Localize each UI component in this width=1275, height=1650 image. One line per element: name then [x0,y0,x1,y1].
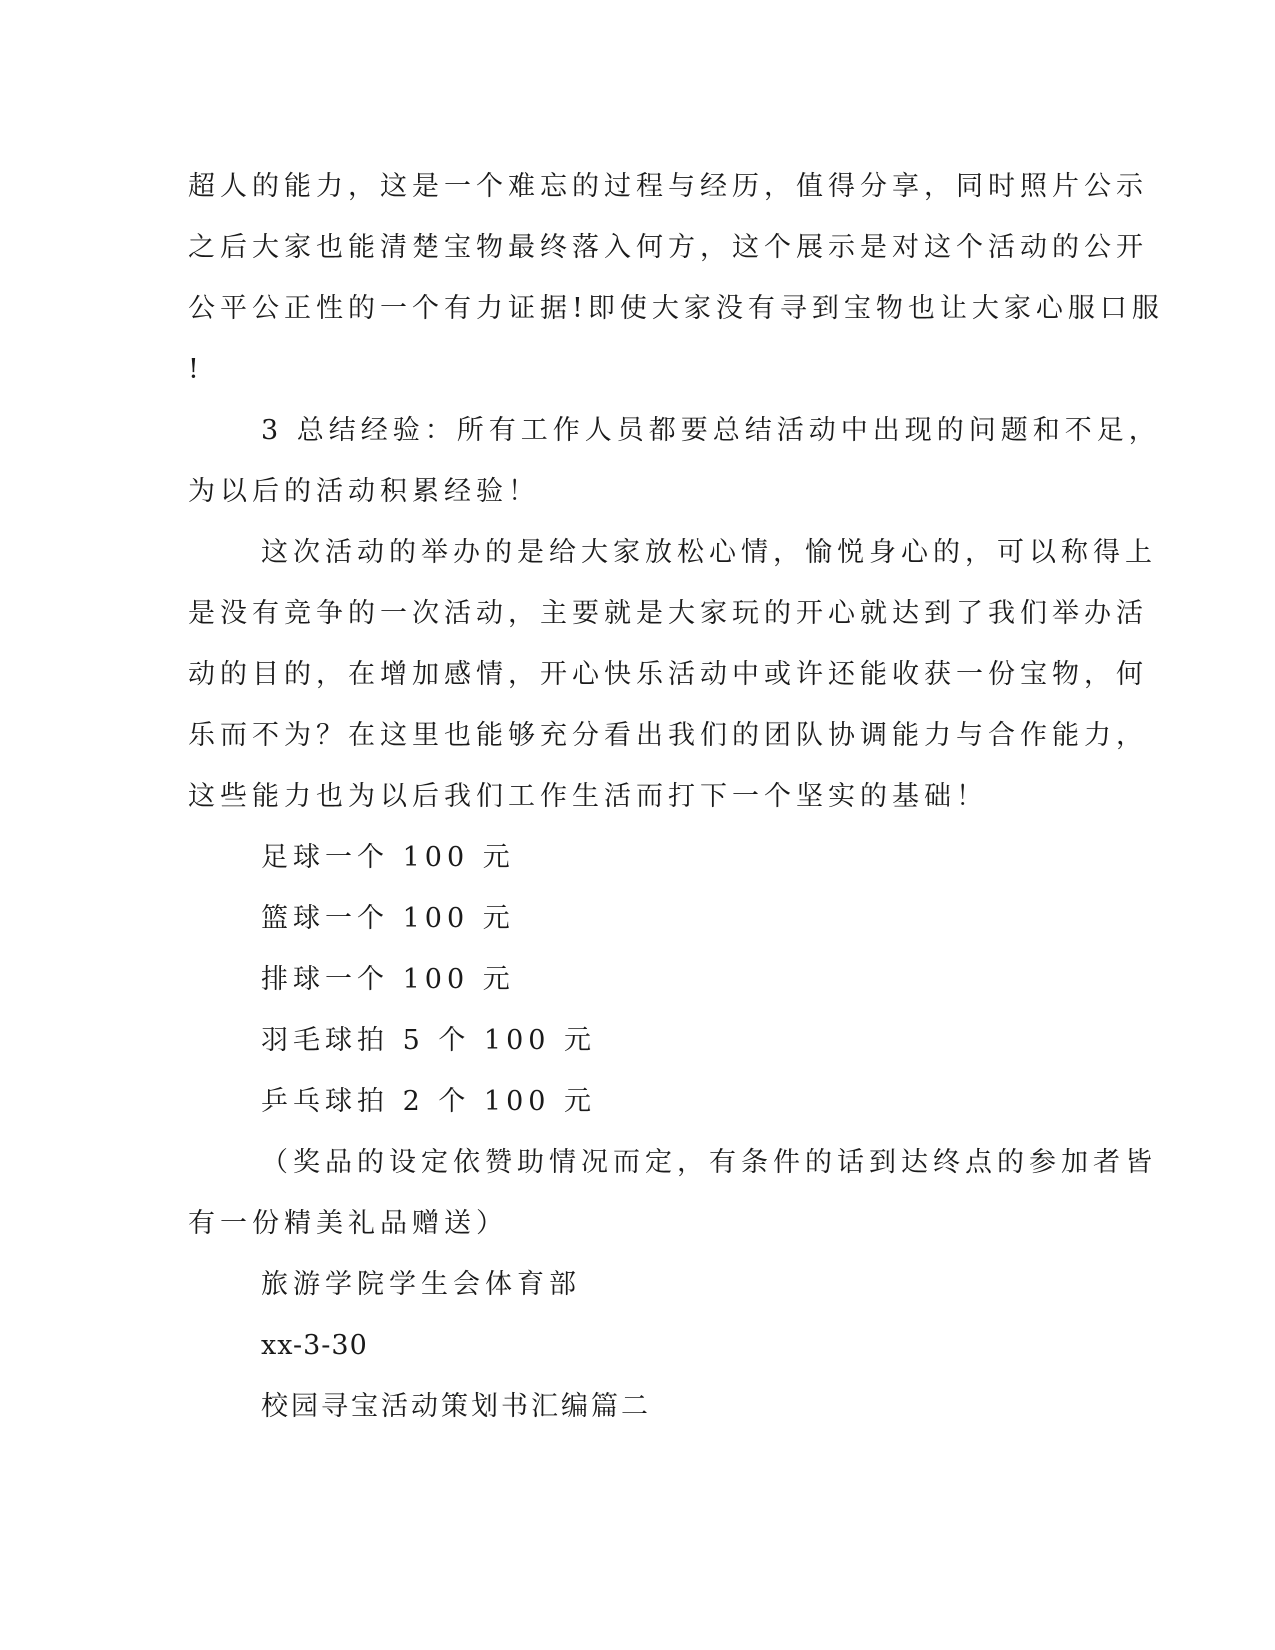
prize-item: 羽毛球拍 5 个 100 元 [261,1025,597,1056]
body-text-line: 这次活动的举办的是给大家放松心情，愉悦身心的，可以称得上 [261,537,1157,568]
prize-note: 有一份精美礼品赠送） [188,1208,508,1239]
prize-item: 篮球一个 100 元 [261,903,515,934]
prize-note: （奖品的设定依赞助情况而定，有条件的话到达终点的参加者皆 [261,1147,1157,1178]
body-text-line: 公平公正性的一个有力证据!即使大家没有寻到宝物也让大家心服口服 [188,293,1164,324]
body-text-line: 乐而不为？在这里也能够充分看出我们的团队协调能力与合作能力， [188,720,1148,751]
body-text-line: 超人的能力，这是一个难忘的过程与经历，值得分享，同时照片公示 [188,171,1148,202]
organizer: 旅游学院学生会体育部 [261,1269,581,1300]
prize-item: 排球一个 100 元 [261,964,515,995]
body-text-line: 这些能力也为以后我们工作生活而打下一个坚实的基础！ [188,781,988,812]
section-title: 校园寻宝活动策划书汇编篇二 [261,1391,651,1422]
body-text-line: ! [188,354,204,385]
body-text-line: 是没有竞争的一次活动，主要就是大家玩的开心就达到了我们举办活 [188,598,1148,629]
body-text-line: 为以后的活动积累经验！ [188,476,540,507]
body-text-line: 之后大家也能清楚宝物最终落入何方，这个展示是对这个活动的公开 [188,232,1148,263]
body-text-line: 动的目的，在增加感情，开心快乐活动中或许还能收获一份宝物，何 [188,659,1148,690]
date: xx-3-30 [261,1330,368,1361]
prize-item: 乒乓球拍 2 个 100 元 [261,1086,597,1117]
prize-item: 足球一个 100 元 [261,842,515,873]
body-text-line: 3 总结经验：所有工作人员都要总结活动中出现的问题和不足， [261,415,1161,446]
